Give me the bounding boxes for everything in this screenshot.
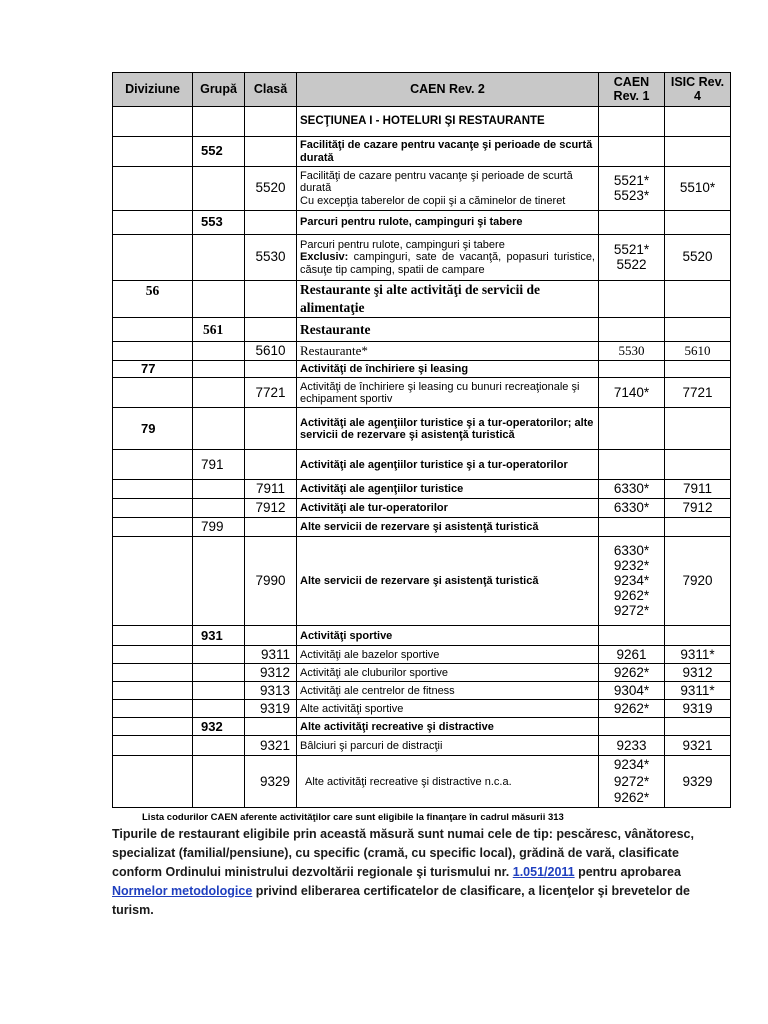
class-code: 7911 bbox=[245, 480, 297, 499]
isic-rev4-code: 9312 bbox=[665, 664, 731, 682]
caen-rev1-codes: 5530 bbox=[599, 342, 665, 361]
table-row bbox=[113, 499, 731, 518]
isic-rev4-code: 9329 bbox=[665, 756, 731, 808]
class-description bbox=[297, 167, 599, 211]
class-description: Activităţi ale centrelor de fitness bbox=[297, 682, 599, 700]
table-row bbox=[113, 137, 731, 167]
caen-rev1-codes: 5521* 5523* bbox=[599, 167, 665, 211]
caen-rev1-codes: 6330* bbox=[599, 499, 665, 518]
class-code: 9321 bbox=[245, 736, 297, 756]
caen-rev1-codes: 5521* 5522 bbox=[599, 235, 665, 281]
table-row bbox=[113, 736, 731, 756]
table-row bbox=[113, 318, 731, 342]
caen-rev1-codes: 7140* bbox=[599, 378, 665, 408]
caen-rev1-codes: 9262* bbox=[599, 700, 665, 718]
group-description: Restaurante bbox=[297, 318, 599, 342]
isic-rev4-code: 7920 bbox=[665, 537, 731, 626]
isic-rev4-code: 7912 bbox=[665, 499, 731, 518]
caen-rev1-codes: 9233 bbox=[599, 736, 665, 756]
class-description: Alte activităţi recreative şi distractive n.c.a. bbox=[297, 756, 599, 808]
table-row bbox=[113, 518, 731, 537]
caen-rev1-codes: 9234* 9272* 9262* bbox=[599, 756, 665, 808]
class-description: Activităţi de închiriere şi leasing cu bunuri recreaţionale şi echipament sportiv bbox=[297, 378, 599, 408]
paragraph-text: Tipurile de restaurant eligibile prin această măsură sunt numai cele de tip: pescăresc, vânătoresc, specializat (familial/pensiune), cu specific (cramă, cu specific local), grădină de vară, clasificate conform Ordinului ministrului dezvoltării regionale şi turismului nr. bbox=[112, 827, 694, 879]
table-row bbox=[113, 167, 731, 211]
group-code: 552 bbox=[193, 137, 245, 167]
class-code: 9311 bbox=[245, 646, 297, 664]
group-code: 799 bbox=[193, 518, 245, 537]
header-row bbox=[113, 73, 731, 107]
group-code: 931 bbox=[193, 626, 245, 646]
header-clasa: Clasă bbox=[245, 73, 297, 107]
class-exclusive-line bbox=[300, 251, 595, 275]
table-row bbox=[113, 626, 731, 646]
class-code: 9319 bbox=[245, 700, 297, 718]
class-description: Restaurante* bbox=[297, 342, 599, 361]
class-description: Activităţi ale bazelor sportive bbox=[297, 646, 599, 664]
class-code: 5610 bbox=[245, 342, 297, 361]
class-description: Activităţi ale cluburilor sportive bbox=[297, 664, 599, 682]
group-description: Parcuri pentru rulote, campinguri şi tabere bbox=[297, 211, 599, 235]
division-code: 79 bbox=[113, 408, 193, 450]
isic-rev4-code: 9311* bbox=[665, 682, 731, 700]
isic-rev4-code: 5510* bbox=[665, 167, 731, 211]
table-row bbox=[113, 682, 731, 700]
table-row bbox=[113, 450, 731, 480]
exclusive-text: campinguri, sate de vacanţă, popasuri turistice, căsuţe tip camping, spatii de campare bbox=[300, 251, 595, 276]
class-description: Alte servicii de rezervare şi asistenţă turistică bbox=[297, 537, 599, 626]
class-code: 5530 bbox=[245, 235, 297, 281]
order-number-link[interactable]: 1.051/2011 bbox=[512, 865, 575, 879]
table-caption: Lista codurilor CAEN aferente activităţilor care sunt eligibile la finanţare în cadrul măsurii 313 bbox=[142, 812, 564, 823]
methodological-norms-link[interactable]: Normelor metodologice bbox=[112, 884, 253, 898]
class-description-line: Parcuri pentru rulote, campinguri şi tabere bbox=[300, 239, 505, 252]
isic-rev4-code: 9311* bbox=[665, 646, 731, 664]
table-row bbox=[113, 537, 731, 626]
caen-rev1-codes: 9262* bbox=[599, 664, 665, 682]
class-code: 9329 bbox=[245, 756, 297, 808]
table-row bbox=[113, 342, 731, 361]
table-row bbox=[113, 480, 731, 499]
division-description: Activităţi de închiriere şi leasing bbox=[297, 361, 599, 378]
caen-rev1-codes: 6330* bbox=[599, 480, 665, 499]
group-description: Activităţi ale agenţiilor turistice şi a tur-operatorilor bbox=[297, 450, 599, 480]
restaurant-note-paragraph bbox=[112, 825, 722, 920]
division-description: Activităţi ale agenţiilor turistice şi a tur-operatorilor; alte servicii de rezervare şi asistenţă turistică bbox=[297, 408, 599, 450]
table-row bbox=[113, 664, 731, 682]
table-row bbox=[113, 235, 731, 281]
class-description bbox=[297, 235, 599, 281]
table-row bbox=[113, 718, 731, 736]
caen-rev1-codes: 6330* 9232* 9234* 9262* 9272* bbox=[599, 537, 665, 626]
class-exception-line: Cu excepţia taberelor de copii şi a căminelor de tineret bbox=[300, 194, 566, 207]
paragraph-text: pentru aprobarea bbox=[574, 865, 681, 879]
class-code: 7912 bbox=[245, 499, 297, 518]
isic-rev4-code: 9319 bbox=[665, 700, 731, 718]
isic-rev4-code: 9321 bbox=[665, 736, 731, 756]
table-row bbox=[113, 646, 731, 664]
header-diviziune: Diviziune bbox=[113, 73, 193, 107]
section-title: SECŢIUNEA I - HOTELURI ŞI RESTAURANTE bbox=[297, 107, 599, 137]
class-description-line: Facilităţi de cazare pentru vacanţe şi perioade de scurtă durată bbox=[300, 170, 573, 195]
paragraph-text: privind eliberarea certificatelor de clasificare, a licenţelor şi brevetelor de turism. bbox=[112, 884, 690, 917]
header-isic-rev4: ISIC Rev. 4 bbox=[665, 73, 731, 107]
isic-rev4-code: 5610 bbox=[665, 342, 731, 361]
class-code: 9313 bbox=[245, 682, 297, 700]
division-description: Restaurante şi alte activităţi de servicii de alimentaţie bbox=[297, 281, 599, 318]
group-code: 932 bbox=[193, 718, 245, 736]
isic-rev4-code: 7911 bbox=[665, 480, 731, 499]
caen-rev1-codes: 9261 bbox=[599, 646, 665, 664]
table-row bbox=[113, 281, 731, 318]
header-grupa: Grupă bbox=[193, 73, 245, 107]
isic-rev4-code: 7721 bbox=[665, 378, 731, 408]
class-description: Bâlciuri şi parcuri de distracţii bbox=[297, 736, 599, 756]
class-code: 5520 bbox=[245, 167, 297, 211]
table-row bbox=[113, 700, 731, 718]
group-description: Activităţi sportive bbox=[297, 626, 599, 646]
isic-rev4-code: 5520 bbox=[665, 235, 731, 281]
header-caen-rev1: CAEN Rev. 1 bbox=[599, 73, 665, 107]
division-code: 56 bbox=[113, 281, 193, 318]
class-description: Alte activităţi sportive bbox=[297, 700, 599, 718]
table-row bbox=[113, 378, 731, 408]
table-row bbox=[113, 408, 731, 450]
table-row bbox=[113, 211, 731, 235]
class-code: 9312 bbox=[245, 664, 297, 682]
caen-table bbox=[112, 72, 731, 808]
group-description: Alte servicii de rezervare şi asistenţă turistică bbox=[297, 518, 599, 537]
group-description: Facilităţi de cazare pentru vacanţe şi perioade de scurtă durată bbox=[297, 137, 599, 167]
class-description: Activităţi ale agenţiilor turistice bbox=[297, 480, 599, 499]
class-code: 7990 bbox=[245, 537, 297, 626]
caen-rev1-codes: 9304* bbox=[599, 682, 665, 700]
header-caen-rev2: CAEN Rev. 2 bbox=[297, 73, 599, 107]
table-row bbox=[113, 361, 731, 378]
group-code: 553 bbox=[193, 211, 245, 235]
class-code: 7721 bbox=[245, 378, 297, 408]
group-code: 791 bbox=[193, 450, 245, 480]
class-description: Activităţi ale tur-operatorilor bbox=[297, 499, 599, 518]
table-row bbox=[113, 756, 731, 808]
division-code: 77 bbox=[113, 361, 193, 378]
exclusive-label: Exclusiv: bbox=[300, 251, 349, 264]
table-row bbox=[113, 107, 731, 137]
group-code: 561 bbox=[193, 318, 245, 342]
group-description: Alte activităţi recreative şi distractive bbox=[297, 718, 599, 736]
